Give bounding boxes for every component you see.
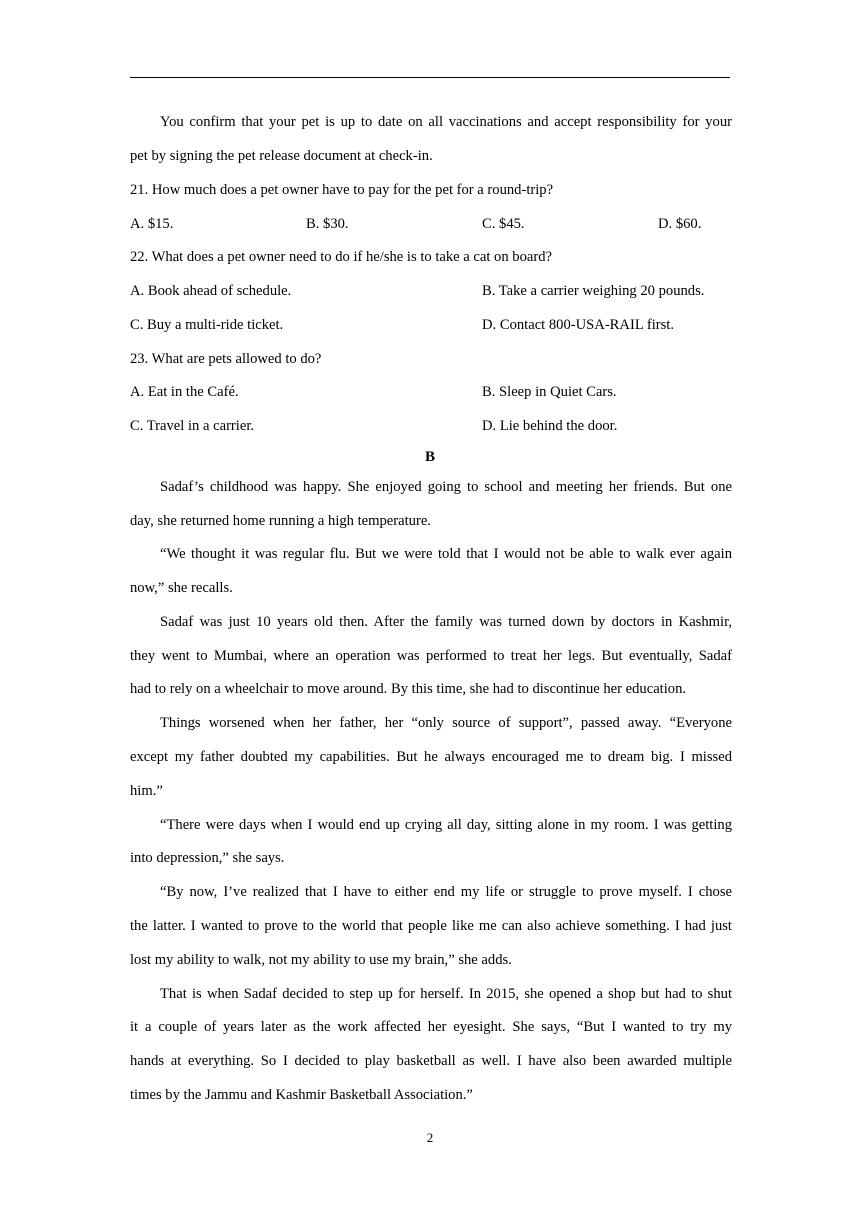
passage-line: “There were days when I would end up crying all day, sitting alone in my room. I was getting (160, 817, 732, 833)
passage-line: him.” (130, 783, 163, 799)
passage-line: now,” she recalls. (130, 580, 233, 596)
page-number: 2 (426, 1130, 434, 1145)
passage-line: “We thought it was regular flu. But we were told that I would not be able to walk ever again (160, 546, 732, 562)
question-23-option-c: C. Travel in a carrier. (130, 418, 255, 434)
passage-line: Sadaf was just 10 years old then. After the family was turned down by doctors in Kashmir, (160, 614, 732, 630)
question-23-option-b: B. Sleep in Quiet Cars. (482, 384, 617, 400)
passage-line: except my father doubted my capabilities. But he always encouraged me to dream big. I missed (130, 749, 732, 765)
question-21-option-d: D. $60. (658, 216, 702, 232)
section-b-heading: B (424, 449, 435, 465)
passage-line: times by the Jammu and Kashmir Basketball Association.” (130, 1087, 473, 1103)
question-22-stem: 22. What does a pet owner need to do if he/she is to take a cat on board? (130, 249, 553, 265)
question-23-option-d: D. Lie behind the door. (482, 418, 618, 434)
question-22-option-d: D. Contact 800-USA-RAIL first. (482, 317, 674, 333)
passage-line: day, she returned home running a high temperature. (130, 513, 431, 529)
question-23-option-a: A. Eat in the Café. (130, 384, 239, 400)
question-21-stem: 21. How much does a pet owner have to pay for the pet for a round-trip? (130, 182, 554, 198)
question-21-option-c: C. $45. (482, 216, 525, 232)
passage-line: they went to Mumbai, where an operation was performed to treat her legs. But eventually, Sadaf (130, 648, 732, 664)
question-22-option-a: A. Book ahead of schedule. (130, 283, 292, 299)
passage-line: lost my ability to walk, not my ability to use my brain,” she adds. (130, 952, 512, 968)
passage-line: had to rely on a wheelchair to move around. By this time, she had to discontinue her education. (130, 681, 687, 697)
question-21-option-b: B. $30. (306, 216, 349, 232)
passage-line: the latter. I wanted to prove to the world that people like me can also achieve something. I had just (130, 918, 732, 934)
passage-line: hands at everything. So I decided to play basketball as well. I have also been awarded multiple (130, 1053, 732, 1069)
passage-line: into depression,” she says. (130, 850, 285, 866)
passage-line: Things worsened when her father, her “only source of support”, passed away. “Everyone (160, 715, 732, 731)
passage-line: “By now, I’ve realized that I have to either end my life or struggle to prove myself. I chose (160, 884, 732, 900)
question-21-option-a: A. $15. (130, 216, 174, 232)
question-23-stem: 23. What are pets allowed to do? (130, 351, 322, 367)
policy-line-1: You confirm that your pet is up to date on all vaccinations and accept responsibility for your (160, 114, 732, 130)
passage-line: That is when Sadaf decided to step up for herself. In 2015, she opened a shop but had to shut (160, 986, 732, 1002)
question-22-option-b: B. Take a carrier weighing 20 pounds. (482, 283, 705, 299)
header-rule (130, 77, 730, 78)
passage-line: Sadaf’s childhood was happy. She enjoyed going to school and meeting her friends. But one (160, 479, 732, 495)
policy-line-2: pet by signing the pet release document at check-in. (130, 148, 433, 164)
question-22-option-c: C. Buy a multi-ride ticket. (130, 317, 284, 333)
passage-line: it a couple of years later as the work affected her eyesight. She says, “But I wanted to try my (130, 1019, 732, 1035)
